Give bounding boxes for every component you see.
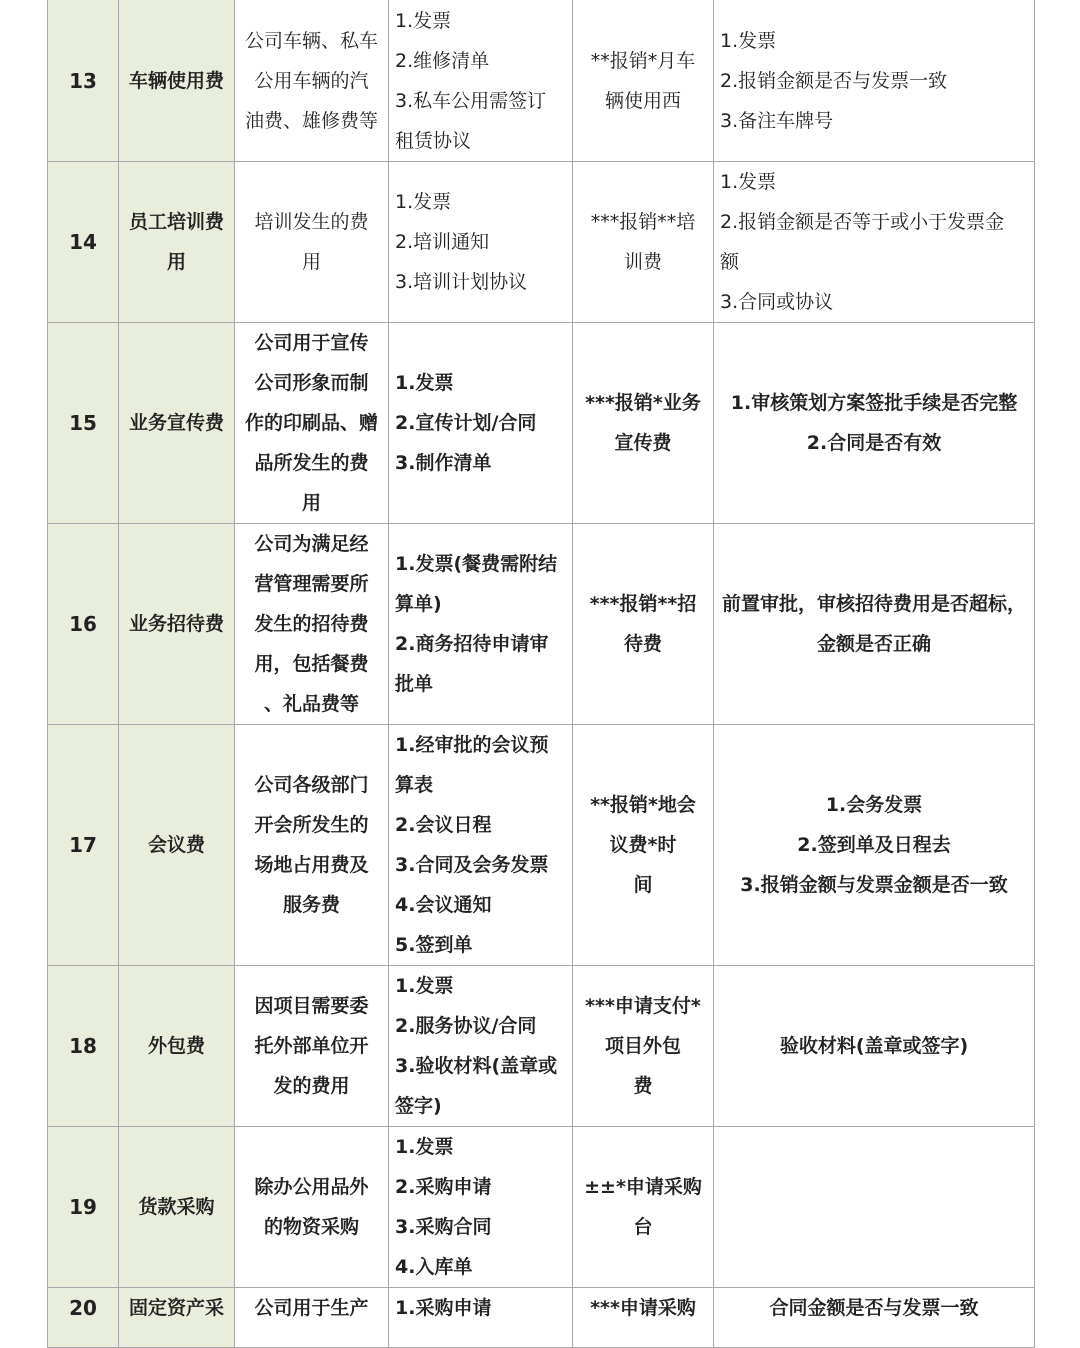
- expense-description: 公司用于宣传 公司形象而制 作的印刷品、赠 品所发生的费 用: [235, 323, 389, 524]
- expense-name: 外包费: [119, 966, 235, 1127]
- row-number: 14: [48, 162, 119, 323]
- required-documents: 1.发票(餐费需附结 算单) 2.商务招待申请审 批单: [389, 524, 573, 725]
- required-documents: 1.发票 2.采购申请 3.采购合同 4.入库单: [389, 1127, 573, 1288]
- expense-description: 除办公用品外 的物资采购: [235, 1127, 389, 1288]
- expense-name: 会议费: [119, 725, 235, 966]
- voucher-summary: ***报销*业务 宣传费: [573, 323, 714, 524]
- expense-name: 员工培训费 用: [119, 162, 235, 323]
- expense-description: 公司车辆、私车 公用车辆的汽 油费、雄修费等: [235, 0, 389, 162]
- table-row: [48, 966, 1035, 1127]
- voucher-summary: ***报销**招 待费: [573, 524, 714, 725]
- expense-description: 公司为满足经 营管理需要所 发生的招待费 用，包括餐费 、礼品费等: [235, 524, 389, 725]
- required-documents: 1.发票 2.维修清单 3.私车公用需签订 租赁协议: [389, 0, 573, 162]
- table-row: [48, 1127, 1035, 1288]
- expense-name: 货款采购: [119, 1127, 235, 1288]
- review-points: 合同金额是否与发票一致: [714, 1288, 1035, 1348]
- voucher-summary: ±±*申请采购 台: [573, 1127, 714, 1288]
- voucher-summary: ***申请支付* 项目外包 费: [573, 966, 714, 1127]
- required-documents: 1.发票 2.培训通知 3.培训计划协议: [389, 162, 573, 323]
- review-points: 前置审批，审核招待费用是否超标， 金额是否正确: [714, 524, 1035, 725]
- review-points: 1.发票 2.报销金额是否与发票一致 3.备注车牌号: [714, 0, 1035, 162]
- row-number: 20: [48, 1288, 119, 1348]
- expense-description: 公司各级部门 开会所发生的 场地占用费及 服务费: [235, 725, 389, 966]
- expense-table: [47, 0, 1035, 1348]
- required-documents: 1.经审批的会议预 算表 2.会议日程 3.合同及会务发票 4.会议通知 5.签到单: [389, 725, 573, 966]
- voucher-summary: ***报销**培 训费: [573, 162, 714, 323]
- review-points: 1.会务发票 2.签到单及日程去 3.报销金额与发票金额是否一致: [714, 725, 1035, 966]
- review-points: 1.发票 2.报销金额是否等于或小于发票金 额 3.合同或协议: [714, 162, 1035, 323]
- row-number: 16: [48, 524, 119, 725]
- required-documents: 1.发票 2.服务协议/合同 3.验收材料(盖章或 签字): [389, 966, 573, 1127]
- row-number: 15: [48, 323, 119, 524]
- review-points: [714, 1127, 1035, 1288]
- table-row: [48, 162, 1035, 323]
- expense-description: 公司用于生产: [235, 1288, 389, 1348]
- required-documents: 1.发票 2.宣传计划/合同 3.制作清单: [389, 323, 573, 524]
- voucher-summary: **报销*地会 议费*时 间: [573, 725, 714, 966]
- required-documents: 1.采购申请: [389, 1288, 573, 1348]
- table-row: [48, 524, 1035, 725]
- table-row: [48, 725, 1035, 966]
- review-points: 1.审核策划方案签批手续是否完整 2.合同是否有效: [714, 323, 1035, 524]
- table-row: [48, 0, 1035, 162]
- expense-description: 因项目需要委 托外部单位开 发的费用: [235, 966, 389, 1127]
- row-number: 19: [48, 1127, 119, 1288]
- row-number: 17: [48, 725, 119, 966]
- table-row: [48, 1288, 1035, 1348]
- expense-name: 车辆使用费: [119, 0, 235, 162]
- voucher-summary: ***申请采购: [573, 1288, 714, 1348]
- row-number: 18: [48, 966, 119, 1127]
- voucher-summary: **报销*月车 辆使用西: [573, 0, 714, 162]
- expense-name: 固定资产采: [119, 1288, 235, 1348]
- expense-name: 业务宣传费: [119, 323, 235, 524]
- expense-name: 业务招待费: [119, 524, 235, 725]
- review-points: 验收材料(盖章或签字): [714, 966, 1035, 1127]
- row-number: 13: [48, 0, 119, 162]
- table-row: [48, 323, 1035, 524]
- expense-description: 培训发生的费 用: [235, 162, 389, 323]
